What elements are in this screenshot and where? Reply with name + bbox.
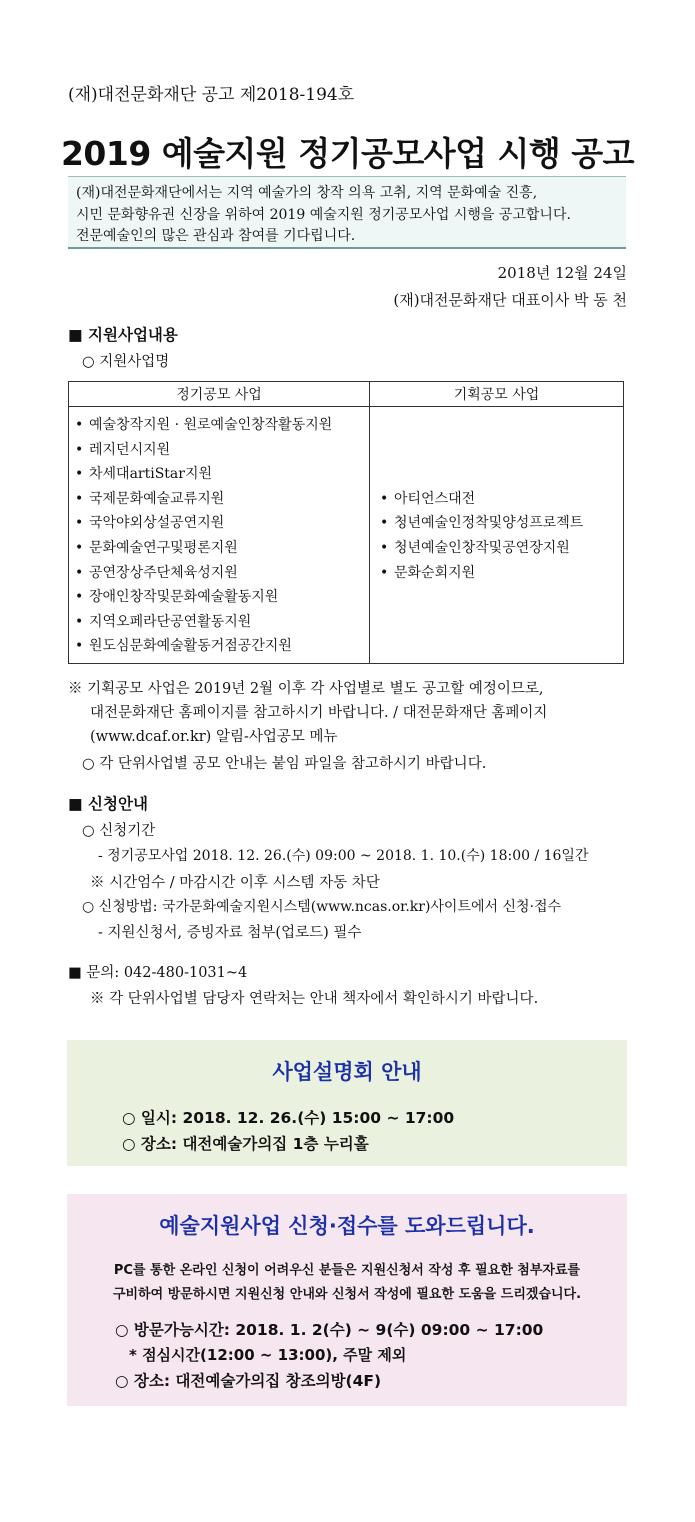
planned-programs-cell [370,407,624,664]
list-item: • 문화순회지원 [380,561,623,586]
list-item: • 예술창작지원 · 원로예술인창작활동지원 [75,413,369,438]
list-item: • 레지던시지원 [75,438,369,463]
help-paragraph-line: PC를 통한 온라인 신청이 어려우신 분들은 지원신청서 작성 후 필요한 첨부자료를 [113,1263,581,1278]
list-item: • 지역오페라단공연활동지원 [75,610,369,635]
signer: (재)대전문화재단 대표이사 박 동 천 [393,291,627,309]
notice-number: (재)대전문화재단 공고 제2018-194호 [68,85,355,105]
planned-note-line: 대전문화재단 홈페이지를 참고하시기 바랍니다. / 대전문화재단 홈페이지 [90,705,548,721]
page-title: 2019 예술지원 정기공모사업 시행 공고 [60,134,635,173]
notice-date: 2018년 12월 24일 [497,264,627,282]
list-item: • 장애인창작및문화예술활동지원 [75,585,369,610]
intro-line: 전문예술인의 많은 관심과 참여를 기다립니다. [76,228,356,244]
planned-note-line: (www.dcaf.or.kr) 알림-사업공모 메뉴 [90,729,338,745]
section-heading-apply: ■ 신청안내 [68,795,148,813]
help-box [67,1194,627,1406]
period-label: ○ 신청기간 [82,823,156,839]
list-item: • 국제문화예술교류지원 [75,487,369,512]
method-detail: - 지원신청서, 증빙자료 첨부(업로드) 필수 [98,925,362,941]
list-item: • 차세대artiStar지원 [75,462,369,487]
help-paragraph-line: 구비하여 방문하시면 지원신청 안내와 신청서 작성에 필요한 도움을 드리겠습니다. [112,1287,582,1302]
period-note: ※ 시간엄수 / 마감시간 이후 시스템 자동 차단 [90,875,380,891]
list-item: • 원도심문화예술활동거점공간지원 [75,634,369,659]
help-lunch: * 점심시간(12:00 ~ 13:00), 주말 제외 [129,1346,407,1364]
intro-box [68,176,626,249]
regular-programs-cell [69,407,370,664]
regular-program-list [69,407,369,663]
list-item: • 청년예술인창작및공연장지원 [380,536,623,561]
help-hours: ○ 방문가능시간: 2018. 1. 2(수) ~ 9(수) 09:00 ~ 17:00 [115,1321,544,1339]
help-title: 예술지원사업 신청·접수를 도와드립니다. [159,1214,535,1238]
briefing-box [67,1040,627,1166]
program-table [68,381,624,664]
briefing-where: ○ 장소: 대전예술가의집 1층 누리홀 [122,1135,369,1153]
support-subheading: ○ 지원사업명 [82,354,170,370]
list-item: • 문화예술연구및평론지원 [75,536,369,561]
briefing-title: 사업설명회 안내 [272,1060,422,1084]
planned-note-line: ※ 기획공모 사업은 2019년 2월 이후 각 사업별로 별도 공고할 예정이므로, [68,681,544,697]
intro-line: (재)대전문화재단에서는 지역 예술가의 창작 의욕 고취, 지역 문화예술 진흥, [76,185,538,201]
attachment-note: ○ 각 단위사업별 공모 안내는 붙임 파일을 참고하시기 바랍니다. [82,756,487,772]
method-line: ○ 신청방법: 국가문화예술지원시스템(www.ncas.or.kr)사이트에서 신청·접수 [82,899,562,915]
help-place: ○ 장소: 대전예술가의집 창조의방(4F) [115,1372,382,1390]
period-detail: - 정기공모사업 2018. 12. 26.(수) 09:00 ~ 2018. 1. 10.(수) 18:00 / 16일간 [98,848,589,864]
intro-line: 시민 문화향유권 신장을 위하여 2019 예술지원 정기공모사업 시행을 공고합니다. [76,207,571,223]
list-item: • 국악야외상설공연지원 [75,511,369,536]
contact-line: ■ 문의: 042-480-1031~4 [68,965,248,981]
briefing-when: ○ 일시: 2018. 12. 26.(수) 15:00 ~ 17:00 [122,1109,455,1127]
section-heading-support: ■ 지원사업내용 [68,326,178,344]
contact-note: ※ 각 단위사업별 담당자 연락처는 안내 책자에서 확인하시기 바랍니다. [90,991,539,1007]
table-header: 정기공모 사업 [69,382,370,407]
planned-program-list [370,481,623,589]
list-item: • 공연장상주단체육성지원 [75,561,369,586]
table-header: 기획공모 사업 [370,382,624,407]
list-item: • 아티언스대전 [380,487,623,512]
list-item: • 청년예술인정착및양성프로젝트 [380,511,623,536]
